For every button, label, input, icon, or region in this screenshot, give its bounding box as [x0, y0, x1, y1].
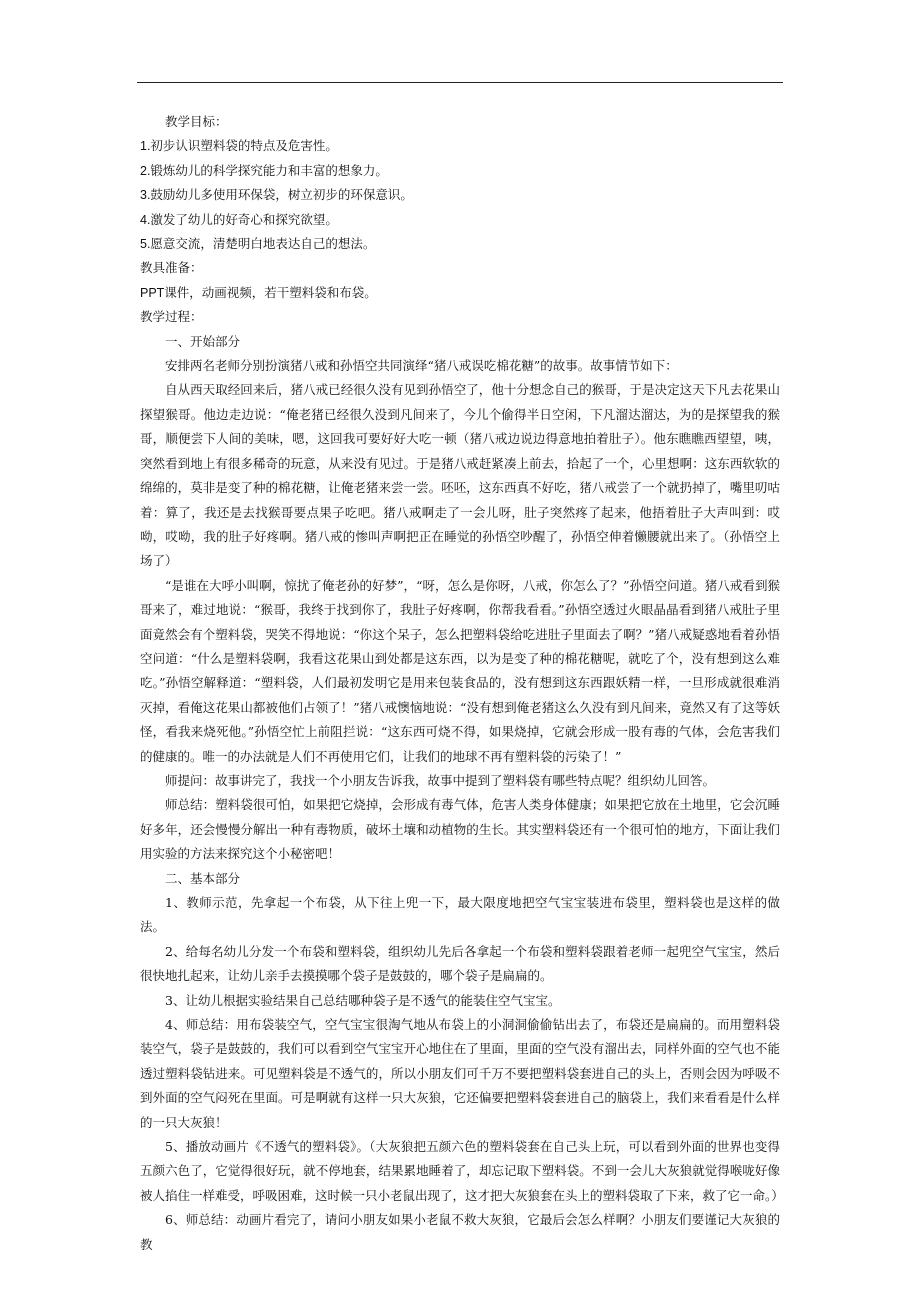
section-heading: 二、基本部分: [165, 870, 241, 886]
story-paragraph: “是谁在大呼小叫啊，惊扰了俺老孙的好梦”，“呀，怎么是你呀，八戒，你怎么了？”孙悟空问道。猪八戒看到猴哥来了，难过地说：“猴哥，我终于找到你了，我肚子好疼啊，你帮我看看。”孙悟空透过火眼晶晶看到猪八戒肚子里面竟然会有个塑料袋，哭笑不得地说：“你这个呆子，怎么把塑料袋给吃进肚子里面去了啊？”猪八戒疑惑地看着孙悟空问道：“什么是塑料袋啊，我看这花果山到处都是这东西，以为是变了种的棉花糖呢，就吃了个，没有想到这么难吃。”孙悟空解释道：“塑料袋，人们最初发明它是用来包装食品的，没有想到这东西跟妖精一样，一旦形成就很难消灭掉，看俺这花果山都被他们占领了！”猪八戒懊恼地说：“没有想到俺老猪这么久没有到凡间来，竟然又有了这等妖怪，看我来烧死他。”孙悟空忙上前阻拦说：“这东西可烧不得，如果烧掉，它就会形成一股有毒的气体，会危害我们的健康的。唯一的办法就是人们不再使用它们，让我们的地球不再有塑料袋的污染了！”: [140, 577, 780, 764]
objective-item: 4.激发了幼儿的好奇心和探究欲望。: [140, 212, 338, 227]
step-item: 1、教师示范，先拿起一个布袋，从下往上兜一下，最大限度地把空气宝宝装进布袋里，塑料袋也是这样的做法。: [140, 895, 780, 935]
paragraph: 师总结：塑料袋很可怕，如果把它烧掉，会形成有毒气体，危害人类身体健康；如果把它放在土地里，它会沉睡好多年，还会慢慢分解出一种有毒物质，破坏土壤和动植物的生长。其实塑料袋还有一个很可怕的地方，下面让我们用实验的方法来探究这个小秘密吧！: [140, 797, 780, 862]
heading-materials: 教具准备：: [140, 260, 203, 276]
header-rule: [137, 82, 783, 83]
objective-item: 5.愿意交流，清楚明白地表达自己的想法。: [140, 237, 376, 252]
paragraph: 安排两名老师分别扮演猪八戒和孙悟空共同演绎“猪八戒误吃棉花糖”的故事。故事情节如下：: [165, 358, 678, 374]
step-item: 4、师总结：用布袋装空气，空气宝宝很淘气地从布袋上的小洞洞偷偷钻出去了，布袋还是扁扁的。而用塑料袋装空气，袋子是鼓鼓的，我们可以看到空气宝宝开心地住在了里面，里面的空气没有溜出去，同样外面的空气也不能透过塑料袋钻进来。可见塑料袋是不透气的，所以小朋友们可千万不要把塑料袋套进自己的头上，否则会因为呼吸不到外面的空气闷死在里面。可是啊就有这样一只大灰狼，它还偏要把塑料袋套进自己的脑袋上，我们来看看是什么样的一只大灰狼！: [140, 1017, 780, 1130]
objective-item: 3.鼓励幼儿多使用环保袋，树立初步的环保意识。: [140, 188, 413, 203]
objective-item: 1.初步认识塑料袋的特点及危害性。: [140, 139, 338, 154]
step-item: 5、播放动画片《不透气的塑料袋》。（大灰狼把五颜六色的塑料袋套在自己头上玩，可以看到外面的世界也变得五颜六色了，它觉得很好玩，就不停地套，结果累地睡着了，却忘记取下塑料袋。不到一会儿大灰狼就觉得喉咙好像被人掐住一样难受，呼吸困难，这时候一只小老鼠出现了，这才把大灰狼套在头上的塑料袋取了下来，救了它一命。）: [140, 1139, 784, 1203]
step-item: 2、给每名幼儿分发一个布袋和塑料袋，组织幼儿先后各拿起一个布袋和塑料袋跟着老师一起兜空气宝宝，然后很快地扎起来，让幼儿亲手去摸摸哪个袋子是鼓鼓的，哪个袋子是扁扁的。: [140, 943, 780, 984]
objective-item: 2.锻炼幼儿的科学探究能力和丰富的想象力。: [140, 163, 388, 178]
document-body: [140, 110, 784, 1257]
story-paragraph: 自从西天取经回来后，猪八戒已经很久没有见到孙悟空了，他十分想念自己的猴哥，于是决定这天下凡去花果山探望猴哥。他边走边说：“俺老猪已经很久没到凡间来了，今儿个偷得半日空闲，下凡溜达溜达，为的是探望我的猴哥，顺便尝下人间的美味，嗯，这回我可要好好大吃一顿（猪八戒边说边得意地拍着肚子）。他东瞧瞧西望望，咦，突然看到地上有很多稀奇的玩意，从来没有见过。于是猪八戒赶紧凑上前去，拾起了一个，心里想啊：这东西软软的绵绵的，莫非是变了种的棉花糖，让俺老猪来尝一尝。呸呸，这东西真不好吃，猪八戒尝了一个就扔掉了，嘴里叨咕着：算了，我还是去找猴哥要点果子吃吧。猪八戒啊走了一会儿呀，肚子突然疼了起来，他捂着肚子大声叫到：哎呦，哎呦，我的肚子好疼啊。猪八戒的惨叫声啊把正在睡觉的孙悟空吵醒了，孙悟空伸着懒腰就出来了。（孙悟空上场了）: [140, 382, 780, 569]
step-item: 3、让幼儿根据实验结果自己总结哪种袋子是不透气的能装住空气宝宝。: [165, 992, 561, 1008]
heading-objectives: 教学目标：: [165, 114, 228, 129]
materials-text: PPT课件，动画视频，若干塑料袋和布袋。: [140, 285, 377, 300]
section-heading: 一、开始部分: [165, 333, 241, 349]
step-item: 6、师总结：动画片看完了，请问小朋友如果小老鼠不救大灰狼，它最后会怎么样啊？小朋友们要谨记大灰狼的教: [140, 1212, 780, 1252]
paragraph: 师提问：故事讲完了，我找一个小朋友告诉我，故事中提到了塑料袋有哪些特点呢？组织幼儿回答。: [165, 772, 716, 788]
heading-process: 教学过程：: [140, 309, 203, 325]
